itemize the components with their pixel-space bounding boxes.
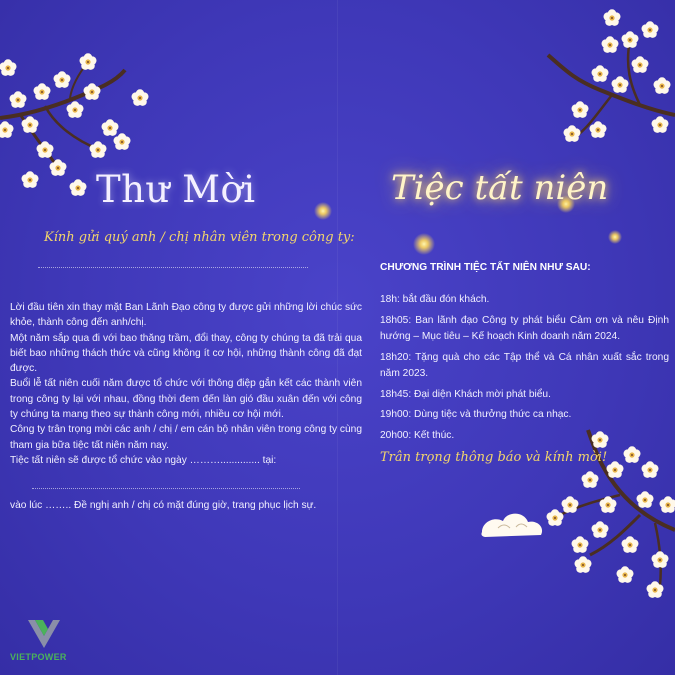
schedule-list	[380, 292, 669, 448]
venue-dotted-line	[32, 488, 300, 489]
paragraph: Công ty trân trọng mời các anh / chị / em cán bộ nhân viên trong công ty cùng tham gia bữa tiệc tất niên năm nay.	[10, 424, 362, 451]
greeting-line: Kính gửi quý anh / chị nhân viên trong công ty:	[44, 230, 355, 245]
recipient-dotted-line	[38, 267, 308, 268]
program-heading: CHƯƠNG TRÌNH TIỆC TẤT NIÊN NHƯ SAU:	[380, 262, 591, 273]
schedule-item: 20h00: Kết thúc.	[380, 429, 455, 441]
closing-line: Trân trọng thông báo và kính mời!	[380, 450, 608, 465]
paragraph: Lời đầu tiên xin thay mặt Ban Lãnh Đạo công ty được gửi những lời chúc sức khỏe, thành công đến anh/chị.	[10, 302, 362, 329]
paragraph: Một năm sắp qua đi với bao thăng trầm, đổi thay, công ty chúng ta đã trải qua biết bao những thách thức và cũng không ít cơ hội, những thành công đã đạt được.	[10, 332, 362, 375]
logo-mark-icon	[24, 618, 64, 652]
logo-text: VIETPOWER	[10, 652, 67, 662]
company-logo	[10, 618, 80, 666]
schedule-item: 18h45: Đại diện Khách mời phát biểu.	[380, 388, 551, 400]
schedule-item: 19h00: Dùng tiệc và thưởng thức ca nhạc.	[380, 409, 572, 420]
party-title: Tiệc tất niên	[391, 168, 609, 208]
schedule-item: 18h: bắt đầu đón khách.	[380, 294, 490, 305]
blossom-branch-top-right-icon	[548, 9, 675, 142]
invitation-title: Thư Mời	[96, 168, 256, 211]
invitation-body	[10, 300, 362, 468]
venue-line: vào lúc …….. Đề nghị anh / chị có mặt đúng giờ, trang phục lịch sự.	[10, 500, 317, 511]
paragraph: Buổi lễ tất niên cuối năm được tổ chức với thông điệp gắn kết các thành viên trong công ty lại với nhau, đồng thời đem đến làn gió đầu xuân đến với công ty chúng ta mang theo sự thành công mới, nhiều cơ hội mới.	[10, 378, 362, 421]
schedule-item: 18h20: Tặng quà cho các Tập thể và Cá nhân xuất sắc trong năm 2023.	[380, 351, 669, 379]
paragraph: Tiệc tất niên sẽ được tổ chức vào ngày ……….............. tại:	[10, 454, 277, 466]
cloud-icon	[481, 514, 542, 537]
schedule-item: 18h05: Ban lãnh đạo Công ty phát biểu Cảm ơn và nêu Định hướng – Mục tiêu – Kế hoạch Kinh doanh năm 2024.	[380, 314, 669, 342]
